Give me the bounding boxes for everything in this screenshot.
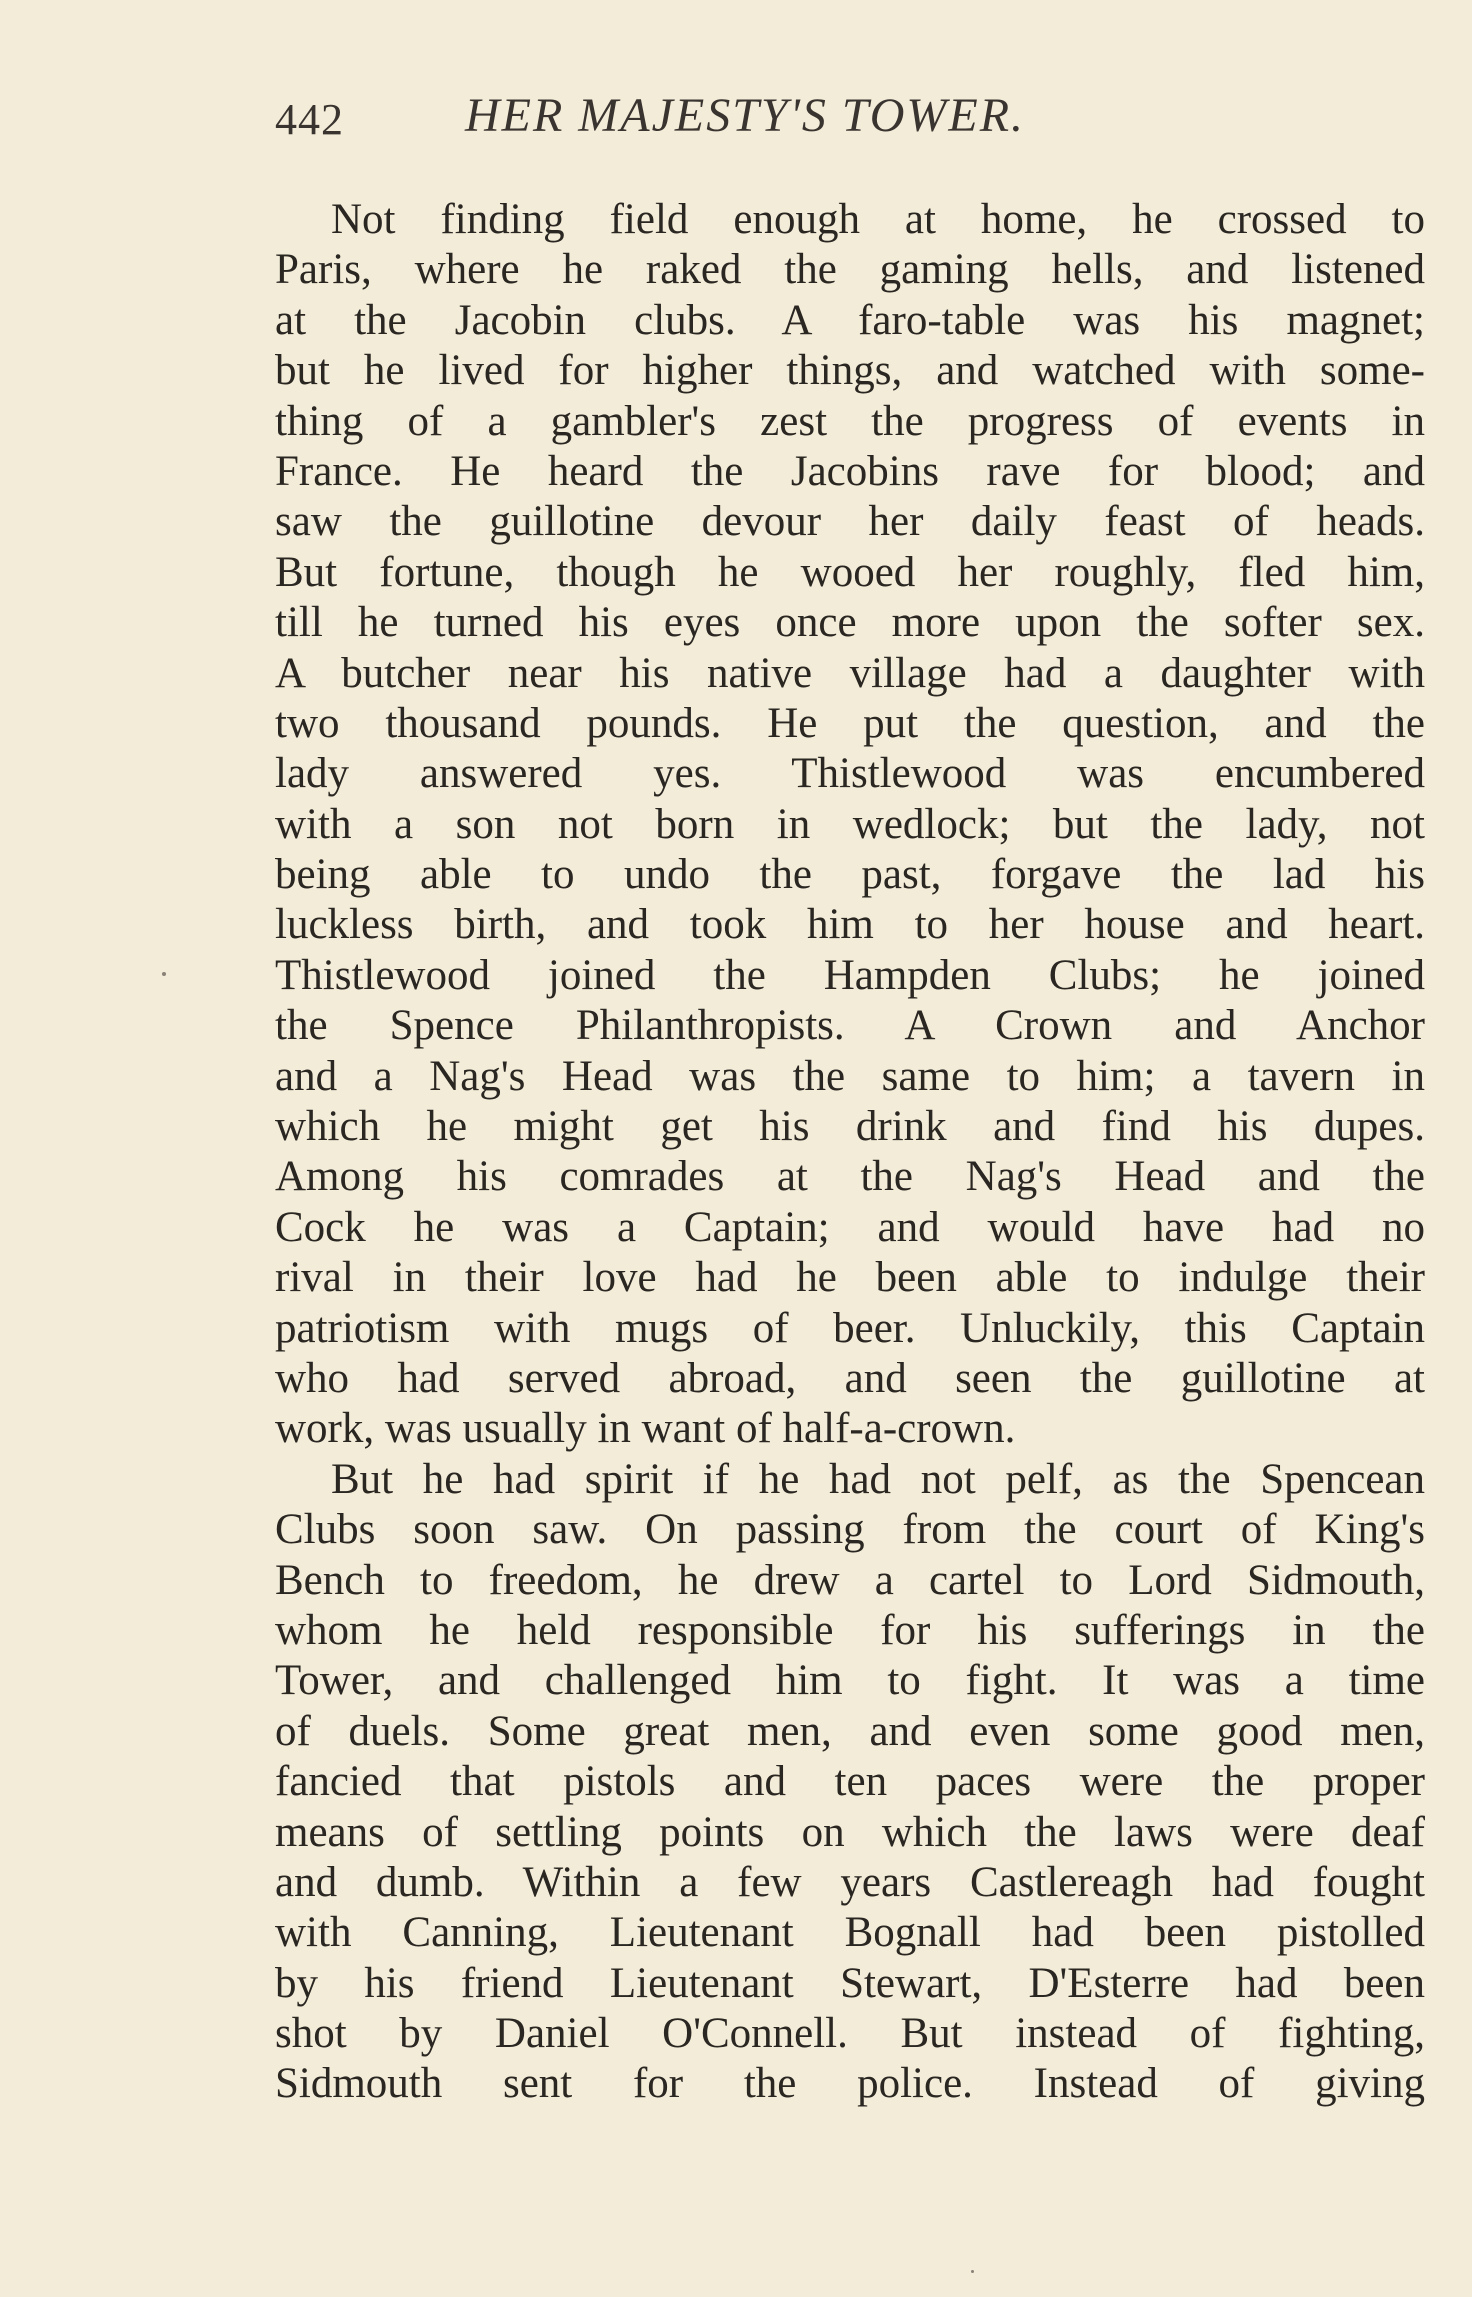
text-line: being able to undo the past, forgave the lad his [275,851,1425,899]
text-line: Sidmouth sent for the police. Instead of giving [275,2060,1425,2108]
text-line: rival in their love had he been able to indulge their [275,1254,1425,1302]
text-line: the Spence Philanthropists. A Crown and Anchor [275,1002,1425,1050]
text-line: Clubs soon saw. On passing from the court of King's [275,1506,1425,1554]
text-line: Tower, and challenged him to fight. It was a time [275,1657,1425,1705]
page-number: 442 [275,95,344,144]
text-line: work, was usually in want of half-a-crown. [275,1405,1016,1453]
text-line: But he had spirit if he had not pelf, as the Spencean [331,1455,1425,1503]
text-line: fancied that pistols and ten paces were the proper [275,1758,1425,1806]
text-line: with a son not born in wedlock; but the lady, not [275,800,1425,848]
text-line: But fortune, though he wooed her roughly, fled him, [275,548,1425,596]
paper-speck [162,972,166,976]
text-line: Cock he was a Captain; and would have had no [275,1203,1425,1251]
text-line: two thousand pounds. He put the question, and the [275,699,1425,747]
text-line: Paris, where he raked the gaming hells, and listened [275,246,1425,294]
text-line: luckless birth, and took him to her house and heart. [275,901,1425,949]
text-line: lady answered yes. Thistlewood was encumbered [275,750,1425,798]
text-line: whom he held responsible for his sufferings in the [275,1606,1425,1654]
text-line: at the Jacobin clubs. A faro-table was his magnet; [275,296,1425,344]
text-line: Among his comrades at the Nag's Head and the [275,1153,1425,1201]
body-text [275,195,1425,2110]
text-line: France. He heard the Jacobins rave for blood; and [275,447,1425,495]
text-line: with Canning, Lieutenant Bognall had been pistolled [275,1909,1425,1957]
text-line: A butcher near his native village had a daughter with [275,649,1425,697]
text-line: till he turned his eyes once more upon the softer sex. [275,599,1425,647]
text-line: thing of a gambler's zest the progress of events in [275,397,1425,445]
text-line: by his friend Lieutenant Stewart, D'Esterre had been [275,1959,1425,2007]
page-header [275,88,1285,158]
text-line: saw the guillotine devour her daily feast of heads. [275,498,1425,546]
paper-speck [971,2270,974,2273]
running-title: HER MAJESTY'S TOWER. [465,89,1026,142]
text-line: shot by Daniel O'Connell. But instead of fighting, [275,2010,1425,2058]
text-line: Not finding field enough at home, he crossed to [331,196,1425,243]
text-line: Thistlewood joined the Hampden Clubs; he joined [275,951,1425,999]
text-line: and a Nag's Head was the same to him; a tavern in [275,1052,1425,1100]
text-line: and dumb. Within a few years Castlereagh had fought [275,1858,1425,1906]
text-line: who had served abroad, and seen the guillotine at [275,1354,1425,1402]
text-line: Bench to freedom, he drew a cartel to Lord Sidmouth, [275,1556,1425,1604]
text-line: of duels. Some great men, and even some good men, [275,1707,1425,1755]
text-line: but he lived for higher things, and watched with some- [275,347,1425,395]
text-line: patriotism with mugs of beer. Unluckily, this Captain [275,1304,1425,1352]
text-line: means of settling points on which the laws were deaf [275,1808,1425,1856]
text-line: which he might get his drink and find his dupes. [275,1103,1425,1151]
